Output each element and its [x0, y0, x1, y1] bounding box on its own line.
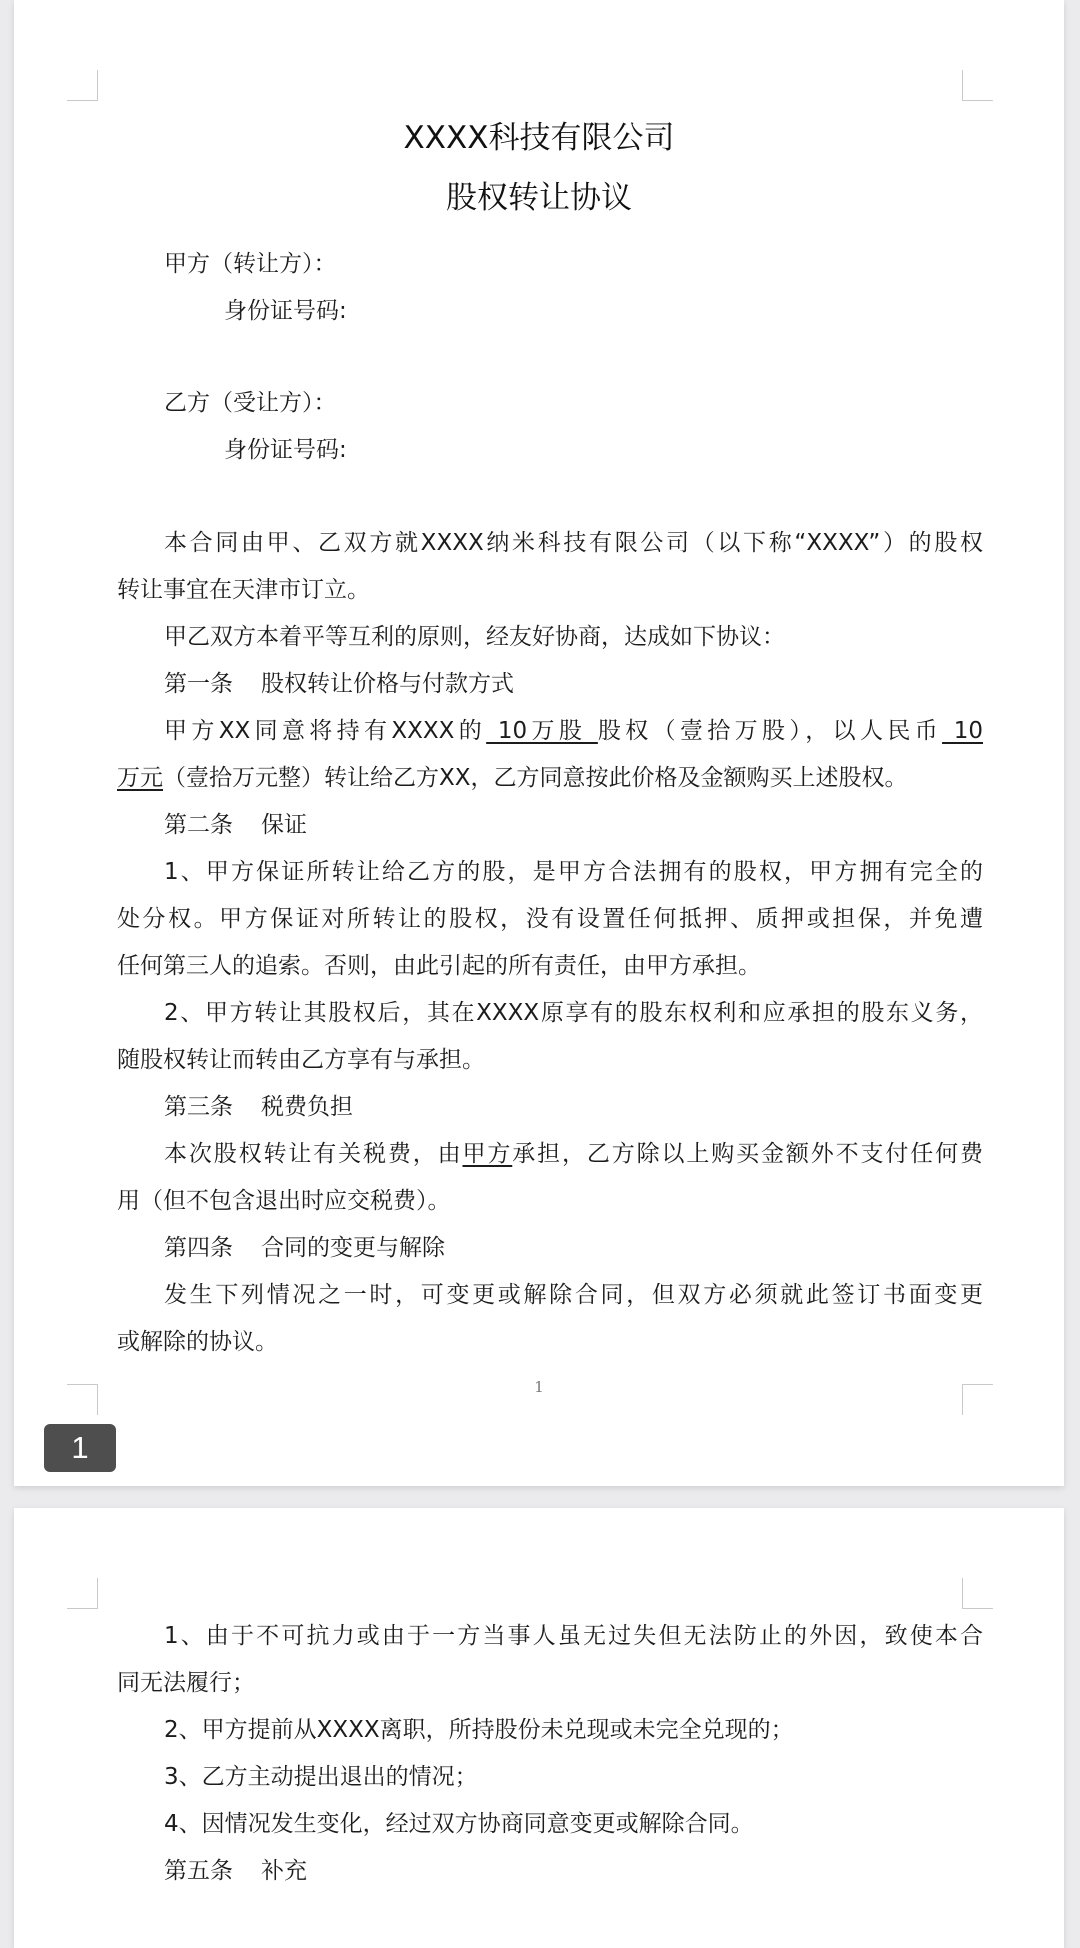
- article-title: 合同的变更与解除: [261, 1235, 445, 1261]
- article-3-paragraph-line: [164, 1138, 983, 1170]
- clause-item: 3、乙方主动提出退出的情况；: [164, 1764, 478, 1790]
- article-1-paragraph-line: [164, 715, 983, 747]
- article-title: 保证: [261, 812, 307, 838]
- article-3-heading: [164, 1091, 983, 1123]
- margin-corner-mark: [67, 1384, 98, 1415]
- party-underlined: 甲方: [462, 1141, 513, 1167]
- article-4-heading: [164, 1232, 983, 1264]
- article-5-heading: [164, 1855, 983, 1887]
- page-footer-number: 1: [534, 1378, 544, 1396]
- document-page-2: [14, 1508, 1064, 1948]
- margin-corner-mark: [962, 70, 993, 101]
- article-4-paragraph-line: 发生下列情况之一时，可变更或解除合同，但双方必须就此签订书面变更: [164, 1282, 983, 1308]
- article-4-paragraph-line: 或解除的协议。: [117, 1329, 278, 1355]
- text-span: （壹拾万元整）转让给乙方XX，乙方同意按此价格及金额购买上述股权。: [163, 765, 908, 791]
- article-1-paragraph-line: [117, 762, 983, 794]
- clause-item-line: 同无法履行；: [117, 1670, 255, 1696]
- article-2-clause-line: 任何第三人的追索。否则，由此引起的所有责任，由甲方承担。: [117, 953, 761, 979]
- party-a-id-label: 身份证号码:: [224, 298, 347, 324]
- party-b-id-label: 身份证号码:: [224, 437, 347, 463]
- text-span: 本次股权转让有关税费，由: [164, 1141, 463, 1167]
- intro-paragraph-line: 转让事宜在天津市订立。: [117, 577, 370, 603]
- party-b-label: 乙方（受让方）：: [164, 390, 337, 416]
- margin-corner-mark: [962, 1578, 993, 1609]
- clause-item-line: 1、由于不可抗力或由于一方当事人虽无过失但无法防止的外因，致使本合: [164, 1623, 983, 1649]
- company-title: XXXX科技有限公司: [403, 120, 675, 156]
- article-2-heading: [164, 809, 983, 841]
- text-span: 甲方XX同意将持有XXXX的: [164, 718, 487, 744]
- article-2-clause-line: 2、甲方转让其股权后，其在XXXX原享有的股东权利和应承担的股东义务，: [164, 1000, 983, 1026]
- intro-paragraph-line: 本合同由甲、乙双方就XXXX纳米科技有限公司（以下称“XXXX”）的股权: [164, 530, 983, 556]
- article-3-paragraph-line: 用（但不包含退出时应交税费）。: [117, 1188, 451, 1214]
- margin-corner-mark: [67, 70, 98, 101]
- party-a-label: 甲方（转让方）：: [164, 251, 337, 277]
- amount-underlined: 10: [942, 718, 984, 744]
- clause-item: 2、甲方提前从XXXX离职，所持股份未兑现或未完全兑现的；: [164, 1717, 794, 1743]
- text-span: 承担，乙方除以上购买金额外不支付任何费: [512, 1141, 983, 1167]
- article-number: 第四条: [164, 1235, 233, 1261]
- document-title: 股权转让协议: [446, 180, 632, 216]
- principle-paragraph: 甲乙双方本着平等互利的原则，经友好协商，达成如下协议：: [164, 624, 785, 650]
- article-number: 第三条: [164, 1094, 233, 1120]
- article-number: 第五条: [164, 1858, 233, 1884]
- article-1-heading: [164, 668, 983, 700]
- article-2-clause-line: 1、甲方保证所转让给乙方的股，是甲方合法拥有的股权，甲方拥有完全的: [164, 859, 983, 885]
- margin-corner-mark: [962, 1384, 993, 1415]
- clause-item: 4、因情况发生变化，经过双方协商同意变更或解除合同。: [164, 1811, 754, 1837]
- page-indicator-badge[interactable]: 1: [44, 1424, 116, 1472]
- share-count-underlined: 10万股: [486, 718, 598, 744]
- article-number: 第一条: [164, 671, 233, 697]
- article-title: 股权转让价格与付款方式: [261, 671, 514, 697]
- text-span: 股权（壹拾万股），以人民币: [597, 718, 943, 744]
- article-2-clause-line: 处分权。甲方保证对所转让的股权，没有设置任何抵押、质押或担保，并免遭: [117, 906, 983, 932]
- document-page-1: [14, 0, 1064, 1486]
- amount-underlined: 万元: [117, 765, 163, 791]
- article-number: 第二条: [164, 812, 233, 838]
- article-title: 税费负担: [261, 1094, 353, 1120]
- article-title: 补充: [261, 1858, 307, 1884]
- article-2-clause-line: 随股权转让而转由乙方享有与承担。: [117, 1047, 485, 1073]
- margin-corner-mark: [67, 1578, 98, 1609]
